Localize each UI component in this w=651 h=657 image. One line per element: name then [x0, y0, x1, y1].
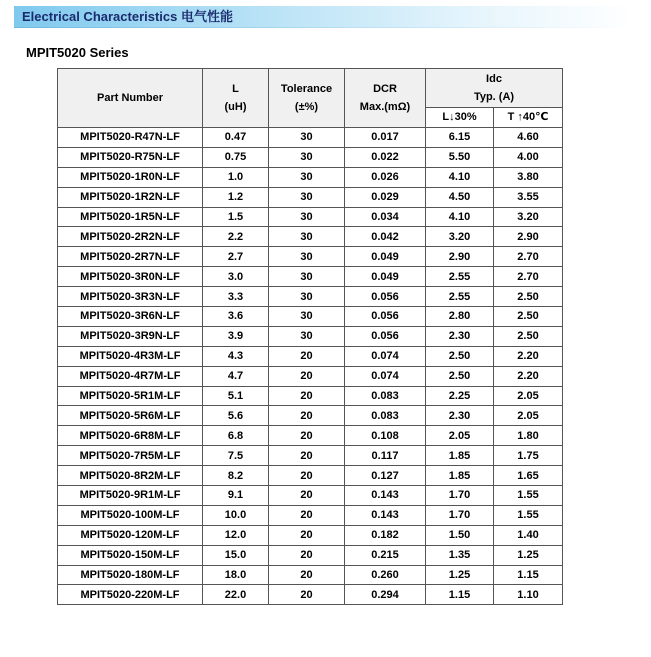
cell-tolerance: 30 — [269, 326, 345, 346]
table-row — [58, 187, 563, 207]
characteristics-table — [57, 68, 563, 605]
cell-inductance: 0.75 — [203, 147, 269, 167]
cell-dcr: 0.056 — [345, 307, 426, 327]
table-row — [58, 307, 563, 327]
table-row — [58, 207, 563, 227]
cell-part-number: MPIT5020-4R7M-LF — [58, 366, 203, 386]
cell-dcr: 0.108 — [345, 426, 426, 446]
cell-inductance: 7.5 — [203, 446, 269, 466]
cell-part-number: MPIT5020-180M-LF — [58, 565, 203, 585]
table-row — [58, 406, 563, 426]
cell-tolerance: 20 — [269, 505, 345, 525]
cell-part-number: MPIT5020-6R8M-LF — [58, 426, 203, 446]
cell-idc-saturation: 6.15 — [426, 128, 494, 148]
cell-tolerance: 30 — [269, 128, 345, 148]
cell-inductance: 4.3 — [203, 346, 269, 366]
cell-idc-saturation: 1.70 — [426, 505, 494, 525]
cell-inductance: 3.3 — [203, 287, 269, 307]
cell-inductance: 15.0 — [203, 545, 269, 565]
cell-inductance: 8.2 — [203, 466, 269, 486]
header-idc — [426, 69, 563, 108]
cell-dcr: 0.117 — [345, 446, 426, 466]
cell-inductance: 2.7 — [203, 247, 269, 267]
cell-part-number: MPIT5020-5R6M-LF — [58, 406, 203, 426]
header-dcr-unit: Max.(mΩ) — [359, 101, 411, 113]
cell-idc-saturation: 4.10 — [426, 207, 494, 227]
table-row — [58, 167, 563, 187]
cell-idc-heating: 2.50 — [494, 287, 563, 307]
cell-idc-saturation: 2.05 — [426, 426, 494, 446]
cell-tolerance: 30 — [269, 167, 345, 187]
cell-tolerance: 20 — [269, 366, 345, 386]
cell-part-number: MPIT5020-150M-LF — [58, 545, 203, 565]
cell-idc-heating: 2.70 — [494, 267, 563, 287]
cell-dcr: 0.083 — [345, 386, 426, 406]
cell-idc-heating: 4.60 — [494, 128, 563, 148]
cell-dcr: 0.127 — [345, 466, 426, 486]
cell-tolerance: 30 — [269, 147, 345, 167]
cell-part-number: MPIT5020-2R2N-LF — [58, 227, 203, 247]
header-inductance — [203, 69, 269, 128]
cell-part-number: MPIT5020-3R3N-LF — [58, 287, 203, 307]
header-idc-unit: Typ. (A) — [473, 91, 515, 103]
cell-idc-heating: 1.80 — [494, 426, 563, 446]
cell-idc-heating: 1.55 — [494, 505, 563, 525]
cell-tolerance: 20 — [269, 386, 345, 406]
table-row — [58, 147, 563, 167]
cell-inductance: 12.0 — [203, 525, 269, 545]
table-row — [58, 505, 563, 525]
cell-dcr: 0.022 — [345, 147, 426, 167]
cell-part-number: MPIT5020-2R7N-LF — [58, 247, 203, 267]
cell-idc-saturation: 1.50 — [426, 525, 494, 545]
header-idc-inductance-drop: L↓30% — [426, 108, 494, 128]
cell-idc-heating: 1.10 — [494, 585, 563, 605]
table-row — [58, 446, 563, 466]
cell-tolerance: 30 — [269, 287, 345, 307]
cell-dcr: 0.056 — [345, 326, 426, 346]
cell-tolerance: 20 — [269, 585, 345, 605]
table-row — [58, 227, 563, 247]
cell-idc-heating: 2.05 — [494, 386, 563, 406]
table-row — [58, 545, 563, 565]
cell-idc-saturation: 2.30 — [426, 406, 494, 426]
cell-idc-heating: 2.20 — [494, 346, 563, 366]
cell-idc-saturation: 3.20 — [426, 227, 494, 247]
cell-idc-saturation: 2.25 — [426, 386, 494, 406]
table-row — [58, 466, 563, 486]
cell-part-number: MPIT5020-1R0N-LF — [58, 167, 203, 187]
cell-tolerance: 30 — [269, 227, 345, 247]
cell-idc-heating: 4.00 — [494, 147, 563, 167]
header-dcr-label: DCR — [373, 83, 397, 95]
cell-dcr: 0.056 — [345, 287, 426, 307]
cell-inductance: 1.2 — [203, 187, 269, 207]
table-row — [58, 386, 563, 406]
cell-inductance: 9.1 — [203, 486, 269, 506]
cell-dcr: 0.143 — [345, 505, 426, 525]
cell-idc-saturation: 4.50 — [426, 187, 494, 207]
series-title: MPIT5020 Series — [26, 45, 129, 60]
cell-tolerance: 30 — [269, 187, 345, 207]
cell-part-number: MPIT5020-120M-LF — [58, 525, 203, 545]
section-title: Electrical Characteristics 电气性能 — [22, 9, 233, 24]
table-row — [58, 426, 563, 446]
table-row — [58, 128, 563, 148]
cell-dcr: 0.049 — [345, 267, 426, 287]
cell-idc-saturation: 1.15 — [426, 585, 494, 605]
cell-idc-heating: 1.65 — [494, 466, 563, 486]
cell-idc-heating: 1.75 — [494, 446, 563, 466]
cell-idc-heating: 2.50 — [494, 307, 563, 327]
cell-part-number: MPIT5020-R47N-LF — [58, 128, 203, 148]
cell-tolerance: 20 — [269, 525, 345, 545]
cell-dcr: 0.083 — [345, 406, 426, 426]
cell-inductance: 18.0 — [203, 565, 269, 585]
header-tolerance — [269, 69, 345, 128]
cell-dcr: 0.074 — [345, 366, 426, 386]
cell-tolerance: 20 — [269, 545, 345, 565]
cell-dcr: 0.034 — [345, 207, 426, 227]
table-row — [58, 525, 563, 545]
header-idc-label: Idc — [486, 73, 502, 85]
cell-idc-saturation: 2.55 — [426, 267, 494, 287]
cell-dcr: 0.294 — [345, 585, 426, 605]
cell-idc-heating: 3.80 — [494, 167, 563, 187]
table-row — [58, 267, 563, 287]
cell-idc-saturation: 1.35 — [426, 545, 494, 565]
cell-tolerance: 20 — [269, 426, 345, 446]
cell-part-number: MPIT5020-1R5N-LF — [58, 207, 203, 227]
cell-part-number: MPIT5020-3R6N-LF — [58, 307, 203, 327]
cell-tolerance: 20 — [269, 486, 345, 506]
cell-dcr: 0.029 — [345, 187, 426, 207]
cell-part-number: MPIT5020-8R2M-LF — [58, 466, 203, 486]
cell-idc-saturation: 2.55 — [426, 287, 494, 307]
table-row — [58, 346, 563, 366]
cell-dcr: 0.042 — [345, 227, 426, 247]
header-idc-temperature-rise: T ↑40℃ — [494, 108, 563, 128]
cell-dcr: 0.049 — [345, 247, 426, 267]
cell-inductance: 5.1 — [203, 386, 269, 406]
table-row — [58, 326, 563, 346]
cell-idc-heating: 2.90 — [494, 227, 563, 247]
cell-idc-saturation: 1.25 — [426, 565, 494, 585]
cell-part-number: MPIT5020-7R5M-LF — [58, 446, 203, 466]
cell-idc-saturation: 2.50 — [426, 366, 494, 386]
cell-idc-saturation: 1.85 — [426, 446, 494, 466]
cell-part-number: MPIT5020-3R0N-LF — [58, 267, 203, 287]
cell-dcr: 0.143 — [345, 486, 426, 506]
header-dcr — [345, 69, 426, 128]
cell-tolerance: 30 — [269, 307, 345, 327]
banner-divider — [14, 27, 632, 28]
cell-part-number: MPIT5020-4R3M-LF — [58, 346, 203, 366]
cell-idc-saturation: 4.10 — [426, 167, 494, 187]
cell-inductance: 3.0 — [203, 267, 269, 287]
cell-inductance: 22.0 — [203, 585, 269, 605]
cell-inductance: 0.47 — [203, 128, 269, 148]
cell-idc-heating: 1.15 — [494, 565, 563, 585]
cell-idc-saturation: 5.50 — [426, 147, 494, 167]
cell-idc-saturation: 2.80 — [426, 307, 494, 327]
table-row — [58, 585, 563, 605]
cell-tolerance: 30 — [269, 267, 345, 287]
cell-idc-saturation: 1.70 — [426, 486, 494, 506]
table-row — [58, 486, 563, 506]
cell-idc-saturation: 2.90 — [426, 247, 494, 267]
cell-part-number: MPIT5020-220M-LF — [58, 585, 203, 605]
section-banner — [14, 6, 632, 27]
cell-part-number: MPIT5020-5R1M-LF — [58, 386, 203, 406]
header-part-number — [58, 69, 203, 128]
cell-dcr: 0.215 — [345, 545, 426, 565]
table-body — [58, 128, 563, 605]
cell-idc-heating: 2.50 — [494, 326, 563, 346]
cell-dcr: 0.182 — [345, 525, 426, 545]
header-tolerance-unit: (±%) — [294, 101, 319, 113]
cell-inductance: 5.6 — [203, 406, 269, 426]
cell-idc-heating: 1.25 — [494, 545, 563, 565]
cell-tolerance: 30 — [269, 247, 345, 267]
table-row — [58, 366, 563, 386]
header-inductance-label: L — [232, 83, 239, 95]
cell-idc-saturation: 2.50 — [426, 346, 494, 366]
cell-tolerance: 20 — [269, 565, 345, 585]
table-header — [58, 69, 563, 128]
cell-idc-heating: 1.40 — [494, 525, 563, 545]
cell-idc-saturation: 2.30 — [426, 326, 494, 346]
cell-inductance: 1.0 — [203, 167, 269, 187]
cell-inductance: 10.0 — [203, 505, 269, 525]
cell-tolerance: 20 — [269, 406, 345, 426]
cell-idc-heating: 2.70 — [494, 247, 563, 267]
cell-part-number: MPIT5020-1R2N-LF — [58, 187, 203, 207]
cell-inductance: 6.8 — [203, 426, 269, 446]
cell-inductance: 3.6 — [203, 307, 269, 327]
cell-idc-saturation: 1.85 — [426, 466, 494, 486]
cell-part-number: MPIT5020-3R9N-LF — [58, 326, 203, 346]
cell-tolerance: 30 — [269, 207, 345, 227]
cell-idc-heating: 3.55 — [494, 187, 563, 207]
table-row — [58, 287, 563, 307]
cell-idc-heating: 2.05 — [494, 406, 563, 426]
cell-dcr: 0.026 — [345, 167, 426, 187]
cell-idc-heating: 2.20 — [494, 366, 563, 386]
cell-dcr: 0.074 — [345, 346, 426, 366]
cell-tolerance: 20 — [269, 466, 345, 486]
cell-inductance: 4.7 — [203, 366, 269, 386]
cell-inductance: 2.2 — [203, 227, 269, 247]
header-tolerance-label: Tolerance — [280, 83, 333, 95]
cell-tolerance: 20 — [269, 446, 345, 466]
cell-part-number: MPIT5020-9R1M-LF — [58, 486, 203, 506]
cell-idc-heating: 1.55 — [494, 486, 563, 506]
cell-tolerance: 20 — [269, 346, 345, 366]
cell-dcr: 0.017 — [345, 128, 426, 148]
cell-part-number: MPIT5020-R75N-LF — [58, 147, 203, 167]
header-inductance-unit: (uH) — [224, 101, 247, 113]
cell-idc-heating: 3.20 — [494, 207, 563, 227]
cell-inductance: 3.9 — [203, 326, 269, 346]
cell-part-number: MPIT5020-100M-LF — [58, 505, 203, 525]
cell-dcr: 0.260 — [345, 565, 426, 585]
header-part-number-label: Part Number — [96, 92, 164, 104]
table-row — [58, 247, 563, 267]
table-row — [58, 565, 563, 585]
cell-inductance: 1.5 — [203, 207, 269, 227]
